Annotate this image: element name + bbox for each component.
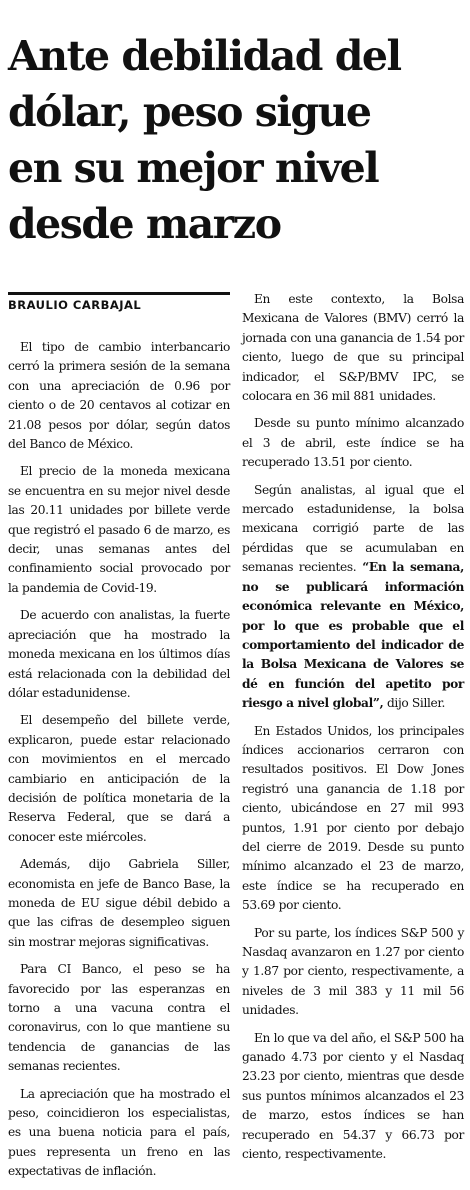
headline-line: en su mejor nivel <box>8 144 379 192</box>
quote-bold: “En la semana, no se publicará información económica relevante en México, por lo que es probable que el comportamiento del indicador de la Bolsa Mexicana de Valores se dé en función del apetito por riesgo a nivel global”, <box>242 560 464 711</box>
paragraph: El precio de la moneda mexicana se encuentra en su mejor nivel desde las 20.11 unidades por billete verde que registró el pasado 6 de marzo, es decir, unas semanas antes del confinamiento social provocado por la pandemia de Covid-19. <box>8 464 230 595</box>
paragraph: El desempeño del billete verde, explicaron, puede estar relacionado con movimientos en el mercado cambiario en anticipación de la decisión de política monetaria de la Reserva Federal, que se dará a conocer este miércoles. <box>8 713 230 844</box>
left-column <box>8 338 230 1190</box>
paragraph: Desde su punto mínimo alcanzado el 3 de abril, este índice se ha recuperado 13.51 por ciento. <box>242 416 464 470</box>
paragraph: De acuerdo con analistas, la fuerte apreciación que ha mostrado la moneda mexicana en los últimos días está relacionada con la debilidad del dólar estadunidense. <box>8 608 230 700</box>
paragraph: Además, dijo Gabriela Siller, economista en jefe de Banco Base, la moneda de EU sigue débil debido a que las cifras de desempleo siguen sin mostrar mejoras significativas. <box>8 857 230 949</box>
headline-line: dólar, peso sigue <box>8 88 371 136</box>
byline-rule <box>8 292 230 295</box>
paragraph-text: Según analistas, al igual que el mercado estadunidense, la bolsa mexicana corrigió parte de las pérdidas que se acumulaban en semanas recientes. <box>242 482 464 575</box>
paragraph: En Estados Unidos, los principales índices accionarios cerraron con resultados positivos. El Dow Jones registró una ganancia de 1.18 por ciento, ubicándose en 27 mil 993 puntos, 1.91 por ciento por debajo del cierre de 2019. Desde su punto mínimo alcanzado el 23 de marzo, este índice se ha recuperado en 53.69 por ciento. <box>242 723 464 913</box>
paragraph: La apreciación que ha mostrado el peso, coincidieron los especialistas, es una buena noticia para el país, pues representa un freno en las expectativas de inflación. <box>8 1086 230 1179</box>
paragraph: Para CI Banco, el peso se ha favorecido por las esperanzas en torno a una vacuna contra el coronavirus, con lo que mantiene su tendencia de ganancias de las semanas recientes. <box>8 962 230 1074</box>
headline-line: desde marzo <box>8 200 281 248</box>
paragraph: En este contexto, la Bolsa Mexicana de Valores (BMV) cerró la jornada con una ganancia de 1.54 por ciento, luego de que su principal indicador, el S&P/BMV IPC, se colocara en 36 mil 881 unidades. <box>242 292 464 404</box>
paragraph: El tipo de cambio interbancario cerró la primera sesión de la semana con una apreciación de 0.96 por ciento o de 20 centavos al cotizar en 21.08 pesos por dólar, según datos del Banco de México. <box>8 340 230 452</box>
headline <box>8 28 464 252</box>
byline: BRAULIO CARBAJAL <box>8 298 142 312</box>
paragraph-tail: dijo Siller. <box>383 696 446 711</box>
right-column <box>242 290 464 1172</box>
paragraph <box>242 481 464 714</box>
paragraph: Por su parte, los índices S&P 500 y Nasdaq avanzaron en 1.27 por ciento y 1.87 por ciento, respectivamente, a niveles de 3 mil 383 y 11 mil 56 unidades. <box>242 925 464 1018</box>
headline-line: Ante debilidad del <box>8 32 401 80</box>
paragraph: En lo que va del año, el S&P 500 ha ganado 4.73 por ciento y el Nasdaq 23.23 por ciento, mientras que desde sus puntos mínimos alcanzados el 23 de marzo, estos índices se han recuperado en 54.37 y 66.73 por ciento, respectivamente. <box>242 1030 464 1162</box>
